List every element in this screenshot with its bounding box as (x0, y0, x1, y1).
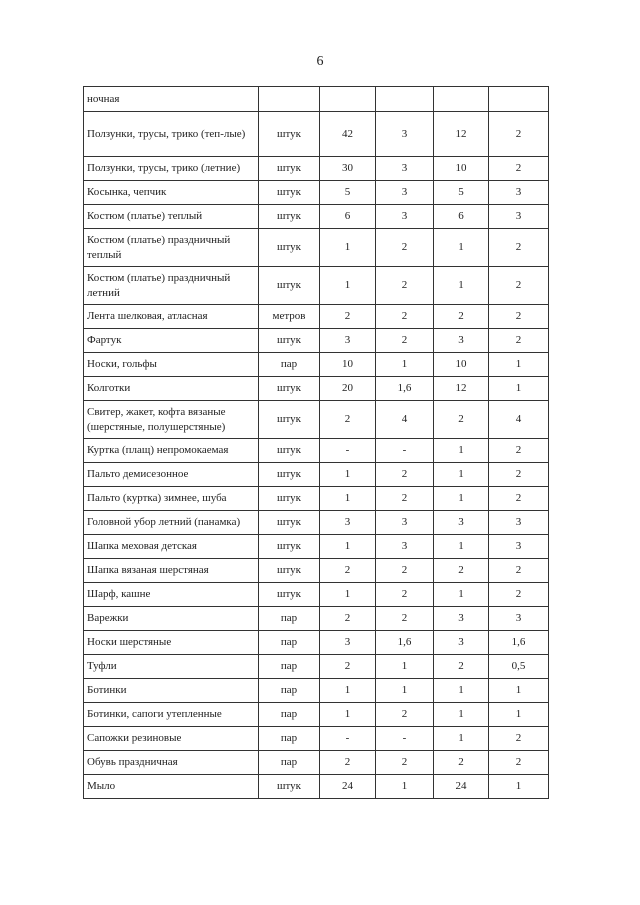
value-cell-2: 2 (376, 463, 434, 487)
value-cell-1: 1 (320, 535, 376, 559)
unit-cell: штук (259, 267, 320, 305)
value-cell-2: 3 (376, 112, 434, 157)
value-cell-4: 2 (489, 157, 549, 181)
table-row (84, 377, 549, 401)
value-cell-4: 1,6 (489, 631, 549, 655)
value-cell-2: 3 (376, 181, 434, 205)
value-cell-2: 1 (376, 655, 434, 679)
value-cell-3: 1 (434, 229, 489, 267)
table-row (84, 329, 549, 353)
unit-cell: штук (259, 205, 320, 229)
value-cell-1: 30 (320, 157, 376, 181)
value-cell-2: 2 (376, 751, 434, 775)
item-name-cell: Колготки (84, 377, 259, 401)
unit-cell: штук (259, 439, 320, 463)
table-row (84, 727, 549, 751)
value-cell-4: 2 (489, 751, 549, 775)
value-cell-3: 1 (434, 703, 489, 727)
value-cell-1: 20 (320, 377, 376, 401)
item-name-cell: Ботинки, сапоги утепленные (84, 703, 259, 727)
value-cell-2: 3 (376, 205, 434, 229)
value-cell-4: 1 (489, 353, 549, 377)
table-row (84, 679, 549, 703)
value-cell-2: 4 (376, 401, 434, 439)
item-name-cell: Фартук (84, 329, 259, 353)
value-cell-4: 4 (489, 401, 549, 439)
value-cell-2: 1,6 (376, 377, 434, 401)
value-cell-3: 1 (434, 583, 489, 607)
value-cell-2: 2 (376, 329, 434, 353)
value-cell-4: 2 (489, 559, 549, 583)
item-name-cell: Шапка меховая детская (84, 535, 259, 559)
unit-cell: пар (259, 703, 320, 727)
value-cell-3: 1 (434, 727, 489, 751)
unit-cell: пар (259, 751, 320, 775)
value-cell-1: 3 (320, 631, 376, 655)
item-name-cell: Куртка (плащ) непромокаемая (84, 439, 259, 463)
value-cell-4: 2 (489, 487, 549, 511)
table-row (84, 703, 549, 727)
value-cell-4: 2 (489, 305, 549, 329)
table-row (84, 267, 549, 305)
value-cell-2: 2 (376, 305, 434, 329)
item-name-cell: Обувь праздничная (84, 751, 259, 775)
value-cell-3: 1 (434, 267, 489, 305)
value-cell-2: 1,6 (376, 631, 434, 655)
table-row (84, 181, 549, 205)
value-cell-4: 3 (489, 511, 549, 535)
table-row (84, 775, 549, 799)
table-row (84, 229, 549, 267)
value-cell-1: 1 (320, 703, 376, 727)
table-row (84, 439, 549, 463)
value-cell-1: 2 (320, 607, 376, 631)
table-row (84, 305, 549, 329)
value-cell-1: 3 (320, 329, 376, 353)
item-name-cell: Носки, гольфы (84, 353, 259, 377)
value-cell-4: 2 (489, 463, 549, 487)
item-name-cell: Шапка вязаная шерстяная (84, 559, 259, 583)
item-name-cell: Ботинки (84, 679, 259, 703)
value-cell-3: 1 (434, 487, 489, 511)
unit-cell: штук (259, 157, 320, 181)
item-name-cell: Пальто (куртка) зимнее, шуба (84, 487, 259, 511)
value-cell-3: 3 (434, 607, 489, 631)
value-cell-4: 3 (489, 607, 549, 631)
table-row (84, 607, 549, 631)
value-cell-1: 1 (320, 583, 376, 607)
unit-cell: пар (259, 607, 320, 631)
unit-cell: штук (259, 229, 320, 267)
table-row (84, 751, 549, 775)
table-row (84, 535, 549, 559)
value-cell-1: - (320, 727, 376, 751)
value-cell-4: 1 (489, 377, 549, 401)
unit-cell: штук (259, 535, 320, 559)
value-cell-2: 2 (376, 607, 434, 631)
item-name-cell: ночная (84, 87, 259, 112)
item-name-cell: Лента шелковая, атласная (84, 305, 259, 329)
value-cell-4: 2 (489, 267, 549, 305)
value-cell-3: 24 (434, 775, 489, 799)
item-name-cell: Пальто демисезонное (84, 463, 259, 487)
unit-cell: пар (259, 353, 320, 377)
value-cell-4: 3 (489, 205, 549, 229)
value-cell-1: 10 (320, 353, 376, 377)
item-name-cell: Головной убор летний (панамка) (84, 511, 259, 535)
value-cell-3: 10 (434, 157, 489, 181)
value-cell-3: 12 (434, 112, 489, 157)
table-row (84, 87, 549, 112)
value-cell-2: 2 (376, 487, 434, 511)
value-cell-3 (434, 87, 489, 112)
value-cell-4: 2 (489, 439, 549, 463)
table-row (84, 205, 549, 229)
item-name-cell: Туфли (84, 655, 259, 679)
table-row (84, 487, 549, 511)
value-cell-3: 2 (434, 655, 489, 679)
unit-cell (259, 87, 320, 112)
value-cell-4: 2 (489, 329, 549, 353)
item-name-cell: Ползунки, трусы, трико (теп-лые) (84, 112, 259, 157)
unit-cell: штук (259, 181, 320, 205)
value-cell-4: 0,5 (489, 655, 549, 679)
value-cell-1: 24 (320, 775, 376, 799)
item-name-cell: Свитер, жакет, кофта вязаные (шерстяные, полушерстяные) (84, 401, 259, 439)
value-cell-3: 1 (434, 463, 489, 487)
value-cell-3: 6 (434, 205, 489, 229)
item-name-cell: Косынка, чепчик (84, 181, 259, 205)
value-cell-3: 2 (434, 305, 489, 329)
item-name-cell: Костюм (платье) праздничный летний (84, 267, 259, 305)
unit-cell: метров (259, 305, 320, 329)
value-cell-2: 3 (376, 157, 434, 181)
item-name-cell: Носки шерстяные (84, 631, 259, 655)
value-cell-2: 1 (376, 679, 434, 703)
value-cell-2: 3 (376, 511, 434, 535)
value-cell-1: 2 (320, 401, 376, 439)
table-row (84, 157, 549, 181)
value-cell-4: 2 (489, 727, 549, 751)
value-cell-3: 5 (434, 181, 489, 205)
value-cell-1: 1 (320, 229, 376, 267)
value-cell-2: 2 (376, 229, 434, 267)
value-cell-2 (376, 87, 434, 112)
value-cell-3: 1 (434, 535, 489, 559)
table-row (84, 463, 549, 487)
value-cell-3: 3 (434, 329, 489, 353)
item-name-cell: Шарф, кашне (84, 583, 259, 607)
value-cell-4: 3 (489, 181, 549, 205)
value-cell-2: 2 (376, 583, 434, 607)
value-cell-3: 2 (434, 401, 489, 439)
value-cell-1 (320, 87, 376, 112)
value-cell-2: 2 (376, 267, 434, 305)
value-cell-1: - (320, 439, 376, 463)
value-cell-4: 1 (489, 775, 549, 799)
unit-cell: пар (259, 727, 320, 751)
value-cell-3: 3 (434, 631, 489, 655)
unit-cell: штук (259, 775, 320, 799)
value-cell-3: 3 (434, 511, 489, 535)
value-cell-1: 6 (320, 205, 376, 229)
value-cell-4: 2 (489, 583, 549, 607)
table-row (84, 511, 549, 535)
item-name-cell: Сапожки резиновые (84, 727, 259, 751)
unit-cell: штук (259, 401, 320, 439)
value-cell-1: 2 (320, 305, 376, 329)
value-cell-2: 3 (376, 535, 434, 559)
value-cell-3: 10 (434, 353, 489, 377)
item-name-cell: Костюм (платье) праздничный теплый (84, 229, 259, 267)
item-name-cell: Ползунки, трусы, трико (летние) (84, 157, 259, 181)
item-name-cell: Костюм (платье) теплый (84, 205, 259, 229)
table-row (84, 353, 549, 377)
value-cell-1: 2 (320, 559, 376, 583)
value-cell-4: 2 (489, 112, 549, 157)
value-cell-2: - (376, 727, 434, 751)
item-name-cell: Мыло (84, 775, 259, 799)
value-cell-3: 1 (434, 679, 489, 703)
value-cell-1: 1 (320, 487, 376, 511)
table-row (84, 112, 549, 157)
unit-cell: штук (259, 463, 320, 487)
table-row (84, 631, 549, 655)
value-cell-1: 5 (320, 181, 376, 205)
unit-cell: пар (259, 655, 320, 679)
value-cell-3: 12 (434, 377, 489, 401)
value-cell-2: 1 (376, 775, 434, 799)
value-cell-1: 1 (320, 267, 376, 305)
value-cell-2: 2 (376, 559, 434, 583)
clothing-norms-table (83, 86, 549, 799)
unit-cell: пар (259, 679, 320, 703)
unit-cell: штук (259, 583, 320, 607)
unit-cell: штук (259, 559, 320, 583)
unit-cell: штук (259, 329, 320, 353)
value-cell-3: 1 (434, 439, 489, 463)
value-cell-3: 2 (434, 559, 489, 583)
table-row (84, 583, 549, 607)
value-cell-1: 3 (320, 511, 376, 535)
item-name-cell: Варежки (84, 607, 259, 631)
value-cell-4 (489, 87, 549, 112)
page-number: 6 (316, 54, 324, 69)
table-row (84, 559, 549, 583)
table-row (84, 401, 549, 439)
unit-cell: пар (259, 631, 320, 655)
value-cell-1: 1 (320, 679, 376, 703)
value-cell-4: 1 (489, 679, 549, 703)
value-cell-4: 3 (489, 535, 549, 559)
value-cell-1: 1 (320, 463, 376, 487)
unit-cell: штук (259, 377, 320, 401)
value-cell-1: 2 (320, 655, 376, 679)
value-cell-2: - (376, 439, 434, 463)
value-cell-2: 2 (376, 703, 434, 727)
value-cell-4: 2 (489, 229, 549, 267)
value-cell-2: 1 (376, 353, 434, 377)
unit-cell: штук (259, 511, 320, 535)
unit-cell: штук (259, 112, 320, 157)
value-cell-1: 42 (320, 112, 376, 157)
value-cell-4: 1 (489, 703, 549, 727)
table-row (84, 655, 549, 679)
value-cell-1: 2 (320, 751, 376, 775)
value-cell-3: 2 (434, 751, 489, 775)
unit-cell: штук (259, 487, 320, 511)
